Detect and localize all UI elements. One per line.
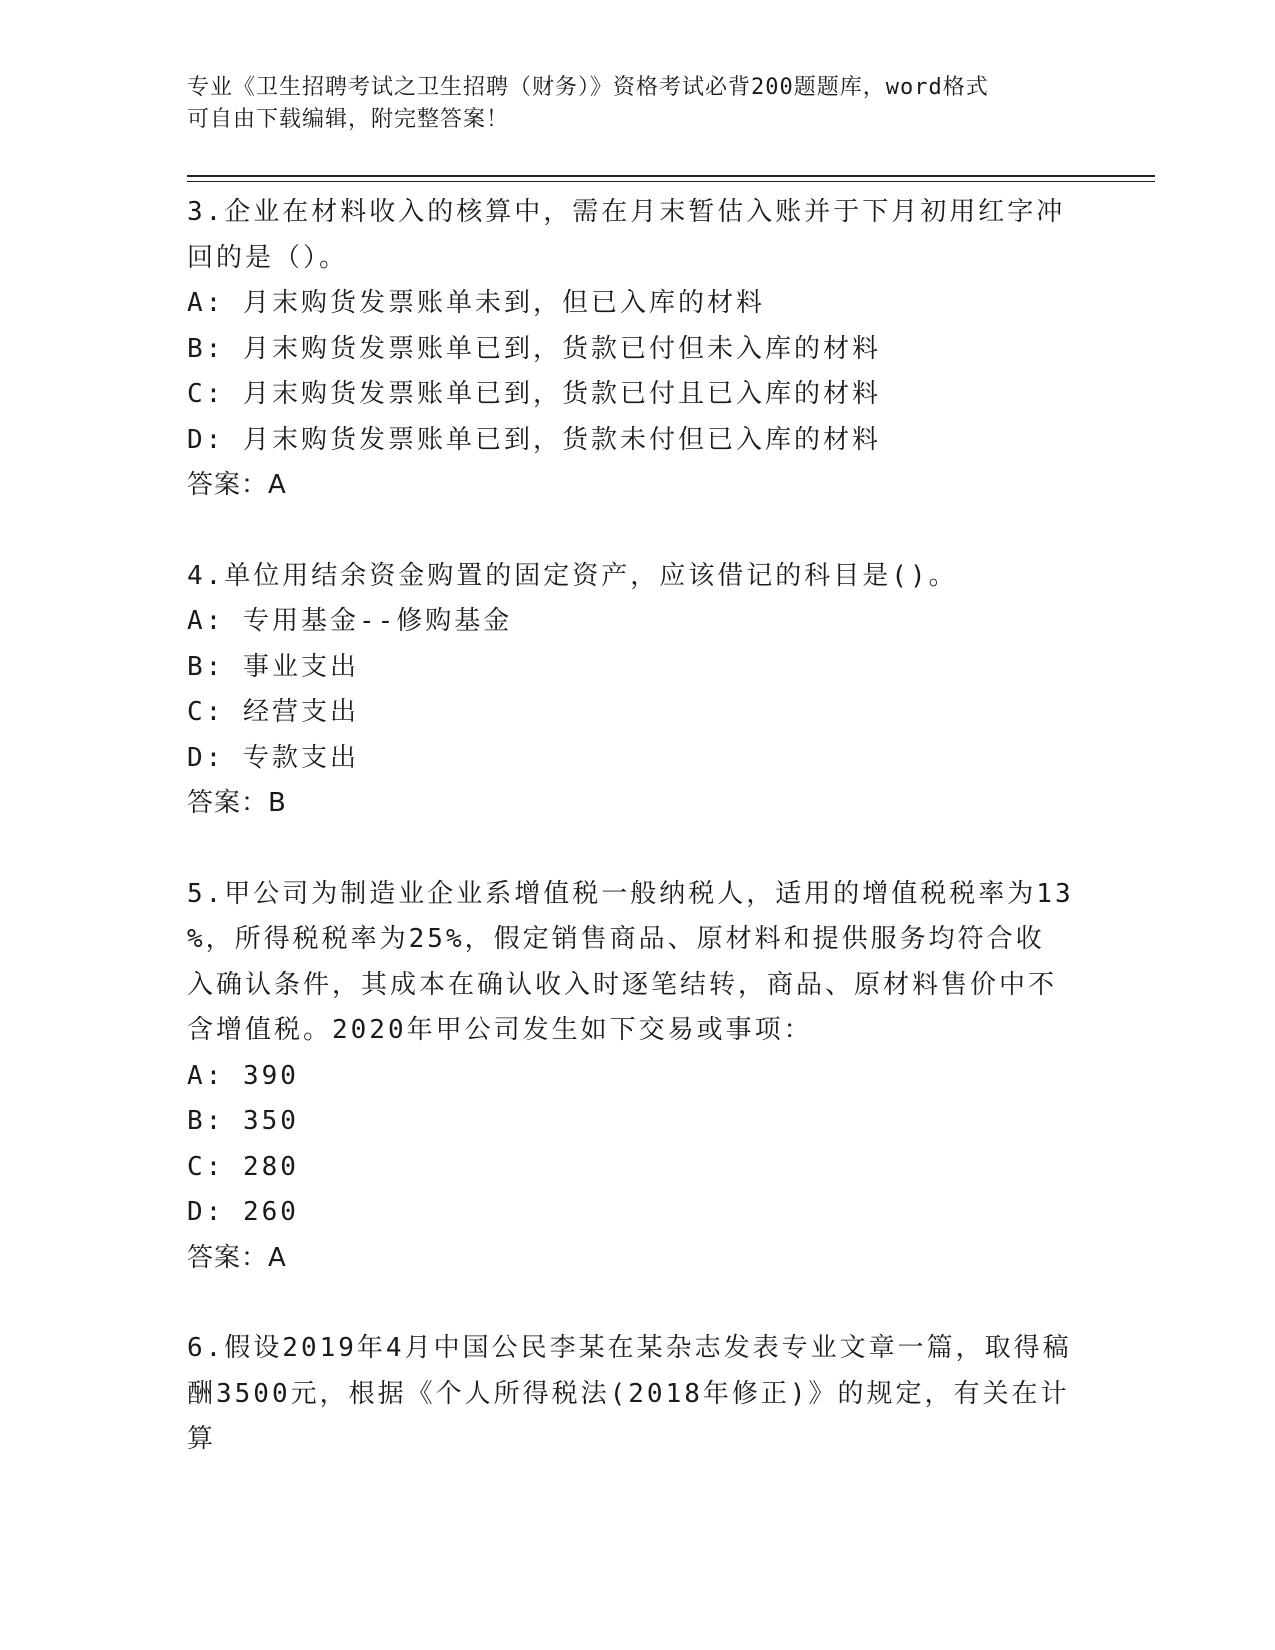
- question-stem-line: 含增值税。2020年甲公司发生如下交易或事项：: [187, 1015, 813, 1045]
- answer-option: C: 月末购货发票账单已到，货款已付且已入库的材料: [187, 379, 881, 409]
- question-stem-line: 回的是（）。: [187, 242, 349, 273]
- answer-key: 答案：B: [187, 788, 287, 818]
- answer-option: C: 280: [187, 1151, 299, 1182]
- answer-option: D: 月末购货发票账单已到，货款未付但已入库的材料: [187, 424, 881, 455]
- question-block: [187, 872, 1087, 1282]
- answer-option: C: 经营支出: [187, 697, 359, 727]
- answer-option: D: 260: [187, 1197, 299, 1227]
- header-line-1: 专业《卫生招聘考试之卫生招聘（财务）》资格考试必背200题题库，word格式: [187, 75, 989, 100]
- answer-option: B: 事业支出: [187, 651, 359, 682]
- answer-option: B: 350: [187, 1106, 299, 1136]
- question-stem-line: 6.假设2019年4月中国公民李某在某杂志发表专业文章一篇，取得稿: [187, 1333, 1072, 1363]
- answer-option: A: 专用基金--修购基金: [187, 606, 513, 636]
- question-list: [187, 190, 1087, 1462]
- question-stem-line: 5.甲公司为制造业企业系增值税一般纳税人，适用的增值税税率为13: [187, 878, 1074, 909]
- question-stem-line: 酬3500元，根据《个人所得税法(2018年修正)》的规定，有关在计算: [187, 1378, 1070, 1454]
- question-stem-line: 3.企业在材料收入的核算中，需在月末暂估入账并于下月初用红字冲: [187, 197, 1066, 227]
- question-block: [187, 1326, 1087, 1454]
- header-divider-thin: [187, 181, 1155, 182]
- question-block: [187, 554, 1087, 827]
- header-divider-thick: [187, 175, 1155, 177]
- document-header: [187, 72, 1087, 136]
- question-stem-line: 入确认条件，其成本在确认收入时逐笔结转，商品、原材料售价中不: [187, 969, 1058, 1000]
- answer-option: A: 390: [187, 1060, 299, 1091]
- answer-key: 答案：A: [187, 470, 287, 500]
- question-stem-line: 4.单位用结余资金购置的固定资产，应该借记的科目是()。: [187, 560, 958, 591]
- header-line-2: 可自由下载编辑，附完整答案！: [187, 107, 510, 132]
- answer-key: 答案：A: [187, 1242, 287, 1273]
- question-block: [187, 190, 1087, 509]
- answer-option: B: 月末购货发票账单已到，货款已付但未入库的材料: [187, 333, 881, 364]
- answer-option: A: 月末购货发票账单未到，但已入库的材料: [187, 288, 765, 318]
- question-stem-line: %，所得税税率为25%，假定销售商品、原材料和提供服务均符合收: [187, 924, 1045, 954]
- answer-option: D: 专款支出: [187, 742, 359, 773]
